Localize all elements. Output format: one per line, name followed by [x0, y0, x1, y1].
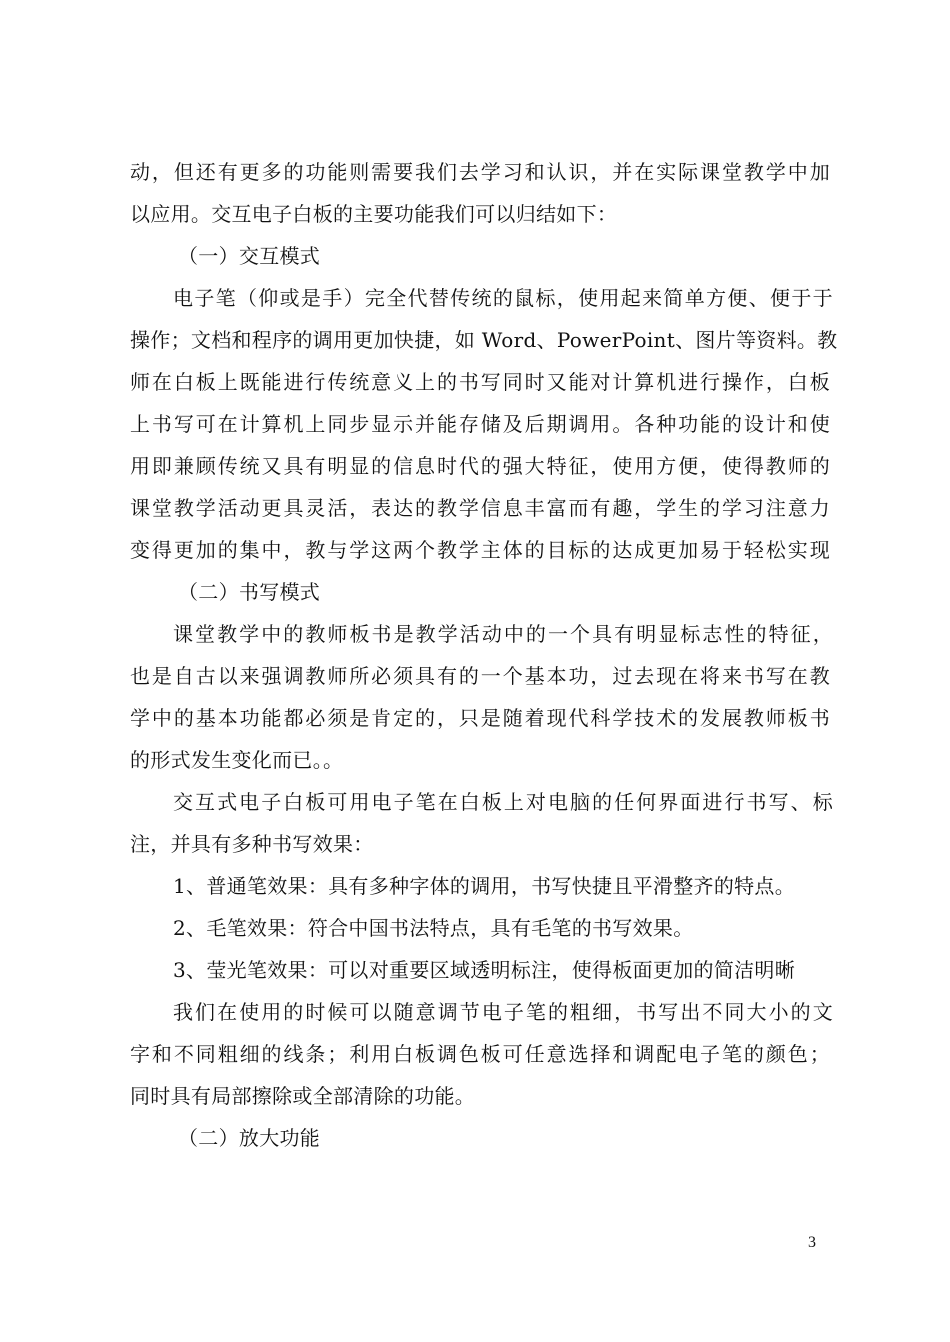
paragraph-line: 注，并具有多种书写效果： [130, 832, 374, 856]
page-number: 3 [808, 1234, 816, 1251]
paragraph-line: 课堂教学活动更具灵活，表达的教学信息丰富而有趣，学生的学习注意力 [130, 496, 830, 520]
paragraph-line: 同时具有局部擦除或全部清除的功能。 [130, 1084, 476, 1108]
paragraph-line: 动，但还有更多的功能则需要我们去学习和认识，并在实际课堂教学中加 [130, 160, 830, 184]
paragraph-line: 变得更加的集中，教与学这两个教学主体的目标的达成更加易于轻松实现 [130, 538, 830, 562]
paragraph-line: 交互式电子白板可用电子笔在白板上对电脑的任何界面进行书写、标 [173, 790, 833, 814]
paragraph-line: 也是自古以来强调教师所必须具有的一个基本功，过去现在将来书写在教 [130, 664, 830, 688]
paragraph-line: 以应用。交互电子白板的主要功能我们可以归结如下： [130, 202, 618, 226]
paragraph-line: 的形式发生变化而已。。 [130, 748, 344, 772]
section-heading: （二）放大功能 [178, 1126, 321, 1150]
section-heading: （二）书写模式 [178, 580, 321, 604]
paragraph-line: 操作；文档和程序的调用更加快捷，如 Word、PowerPoint、图片等资料。教 [130, 328, 838, 352]
paragraph-line: 电子笔（仰或是手）完全代替传统的鼠标，使用起来简单方便、便于于 [173, 286, 833, 310]
section-heading: （一）交互模式 [178, 244, 321, 268]
paragraph-line: 课堂教学中的教师板书是教学活动中的一个具有明显标志性的特征， [173, 622, 833, 646]
paragraph-line: 师在白板上既能进行传统意义上的书写同时又能对计算机进行操作，白板 [130, 370, 830, 394]
list-item: 1、普通笔效果：具有多种字体的调用，书写快捷且平滑整齐的特点。 [173, 874, 796, 898]
paragraph-line: 上书写可在计算机上同步显示并能存储及后期调用。各种功能的设计和使 [130, 412, 830, 436]
list-item: 3、莹光笔效果：可以对重要区域透明标注，使得板面更加的简洁明晰 [173, 958, 796, 982]
paragraph-line: 用即兼顾传统又具有明显的信息时代的强大特征，使用方便，使得教师的 [130, 454, 830, 478]
paragraph-line: 我们在使用的时候可以随意调节电子笔的粗细，书写出不同大小的文 [173, 1000, 833, 1024]
paragraph-line: 字和不同粗细的线条；利用白板调色板可任意选择和调配电子笔的颜色； [130, 1042, 830, 1066]
paragraph-line: 学中的基本功能都必须是肯定的，只是随着现代科学技术的发展教师板书 [130, 706, 830, 730]
list-item: 2、毛笔效果：符合中国书法特点，具有毛笔的书写效果。 [173, 916, 694, 940]
